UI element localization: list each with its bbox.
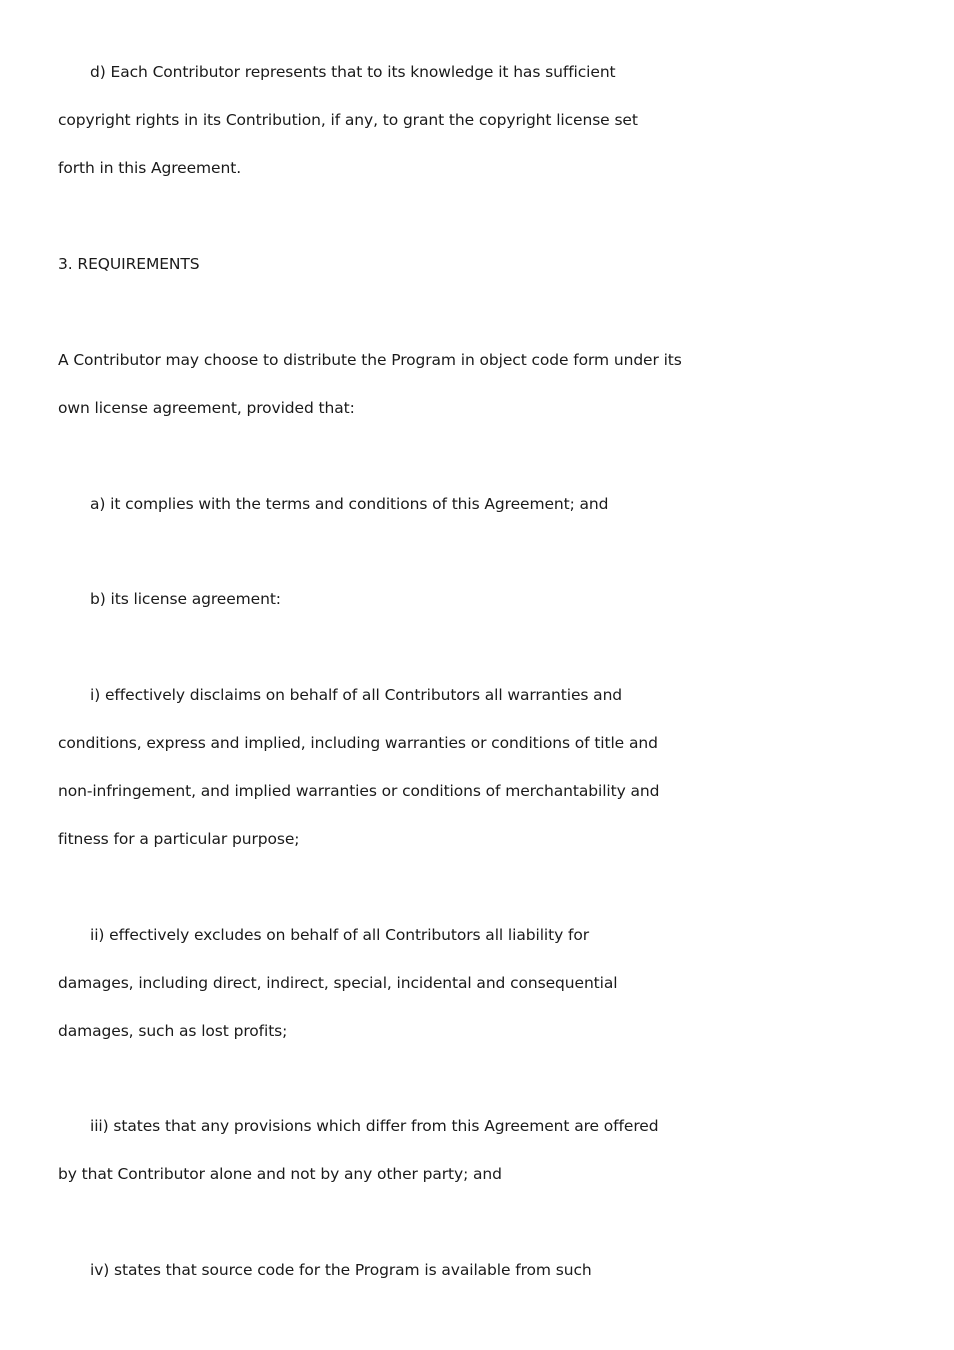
item-i-line-4: fitness for a particular purpose; — [58, 830, 300, 848]
item-ii-line-3: damages, such as lost profits; — [58, 1022, 288, 1040]
item-i-line-1: i) effectively disclaims on behalf of all Contributors all warranties and — [90, 686, 623, 704]
item-iii-line-1: iii) states that any provisions which differ from this Agreement are offered — [90, 1117, 659, 1135]
section-heading-requirements: 3. REQUIREMENTS — [58, 255, 200, 273]
requirements-intro-line-2: own license agreement, provided that: — [58, 399, 355, 417]
item-b-line-1: b) its license agreement: — [90, 590, 281, 608]
item-a-line-1: a) it complies with the terms and conditions of this Agreement; and — [90, 495, 609, 513]
item-i-line-3: non-infringement, and implied warranties or conditions of merchantability and — [58, 782, 660, 800]
item-iv-line-1: iv) states that source code for the Program is available from such — [90, 1261, 592, 1279]
paragraph-d-line-2: copyright rights in its Contribution, if any, to grant the copyright license set — [58, 111, 638, 129]
paragraph-d-line-1: d) Each Contributor represents that to its knowledge it has sufficient — [90, 63, 616, 81]
paragraph-d-line-3: forth in this Agreement. — [58, 159, 242, 177]
item-iii-line-2: by that Contributor alone and not by any other party; and — [58, 1165, 502, 1183]
requirements-intro-line-1: A Contributor may choose to distribute the Program in object code form under its — [58, 351, 682, 369]
item-ii-line-1: ii) effectively excludes on behalf of all Contributors all liability for — [90, 926, 589, 944]
item-i-line-2: conditions, express and implied, including warranties or conditions of title and — [58, 734, 658, 752]
item-ii-line-2: damages, including direct, indirect, special, incidental and consequential — [58, 974, 618, 992]
